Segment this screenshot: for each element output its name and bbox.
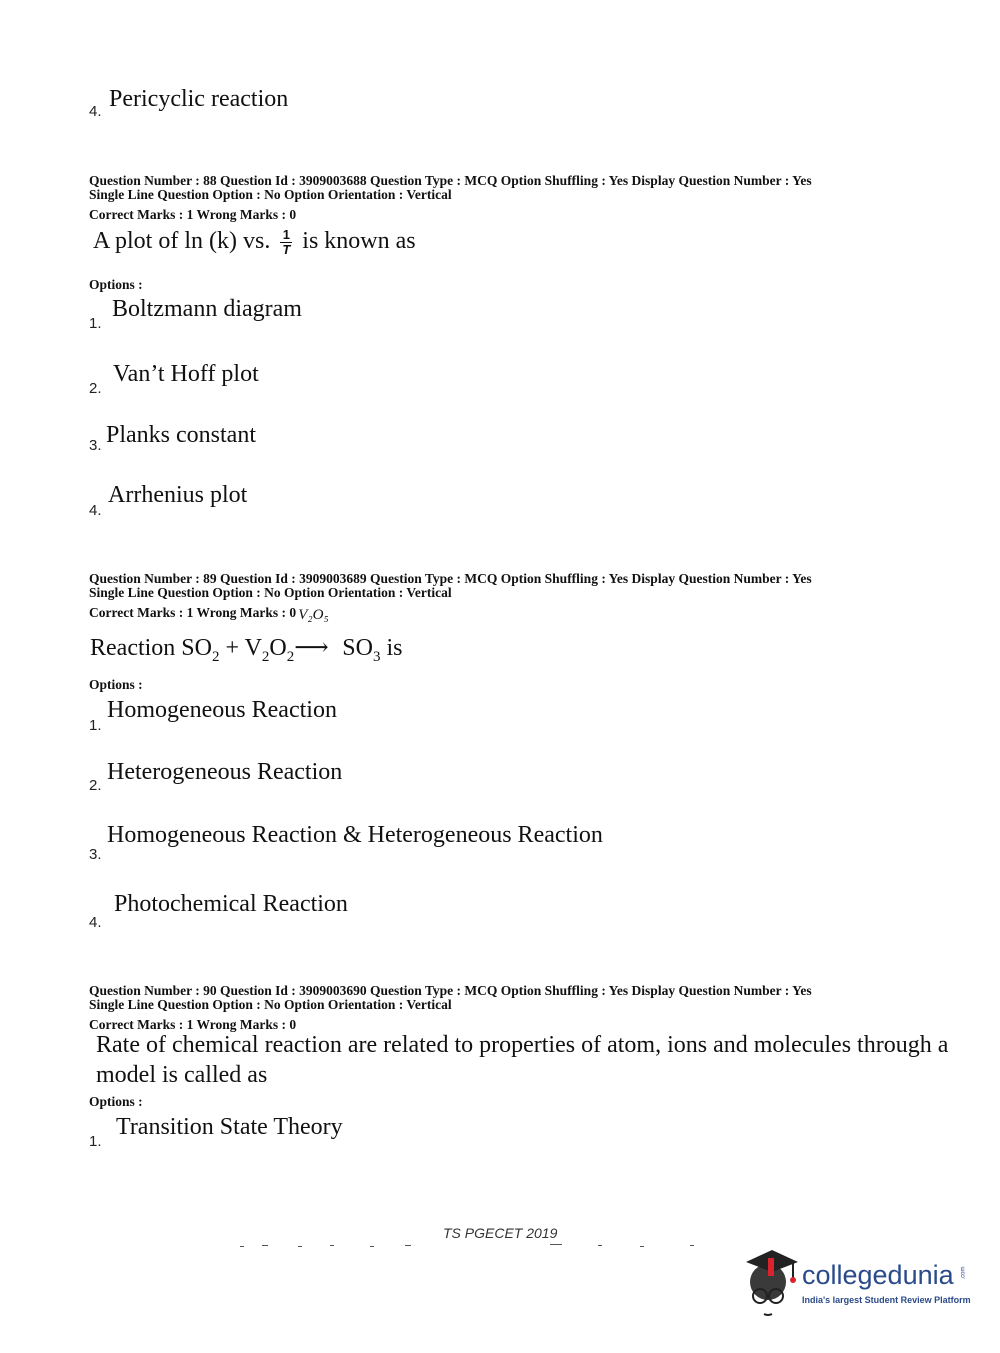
- logo-tagline: India's largest Student Review Platform: [802, 1295, 971, 1305]
- option-text: Pericyclic reaction: [109, 86, 289, 112]
- dash: [262, 1245, 268, 1246]
- question-marks: Correct Marks : 1 Wrong Marks : 0: [89, 1017, 297, 1032]
- option-text: Homogeneous Reaction: [107, 697, 337, 723]
- subscript: 2: [261, 648, 270, 665]
- option-text: Homogeneous Reaction & Heterogeneous Reaction: [107, 822, 603, 848]
- option-text: Arrhenius plot: [108, 482, 248, 508]
- dash: [298, 1246, 302, 1247]
- dash: [598, 1245, 602, 1246]
- question-meta-line1: Question Number : 89 Question Id : 3909003689 Question Type : MCQ Option Shuffling : Yes Display Question Number : Yes: [89, 571, 812, 586]
- options-label: Options :: [89, 1094, 143, 1109]
- collegedunia-logo-icon: [738, 1244, 802, 1318]
- options-label: Options :: [89, 677, 143, 692]
- dash: [370, 1246, 374, 1247]
- arrow-icon: ⟶: [294, 635, 329, 661]
- dash: [240, 1246, 244, 1247]
- question-text-line2: model is called as: [96, 1062, 268, 1088]
- fraction: [280, 228, 292, 257]
- question-meta-line2: Single Line Question Option : No Option Orientation : Vertical: [89, 997, 452, 1012]
- option-number: 3.: [89, 437, 102, 454]
- option-text: Transition State Theory: [116, 1114, 343, 1140]
- question-meta-line1: Question Number : 88 Question Id : 3909003688 Question Type : MCQ Option Shuffling : Yes Display Question Number : Yes: [89, 173, 812, 188]
- plus-text: + V: [219, 635, 262, 661]
- logo-name: collegedunia: [802, 1260, 954, 1290]
- option-text: Boltzmann diagram: [112, 296, 302, 322]
- option-number: 4.: [89, 502, 102, 519]
- question-marks: Correct Marks : 1 Wrong Marks : 0: [89, 207, 297, 222]
- question-prefix: Reaction SO: [90, 635, 212, 661]
- option-number: 1.: [89, 717, 102, 734]
- subscript: 2: [286, 648, 295, 665]
- question-prefix: A plot of ln (k) vs.: [93, 228, 271, 255]
- footer-exam-label: TS PGECET 2019: [443, 1225, 558, 1241]
- option-number: 4.: [89, 914, 102, 931]
- option-number: 2.: [89, 777, 102, 794]
- catalyst-label: V₂O₅: [298, 607, 329, 623]
- reaction-arrow: [294, 607, 336, 662]
- subscript: 2: [211, 648, 220, 665]
- question-suffix: is: [380, 635, 403, 661]
- dash: [690, 1245, 694, 1246]
- option-text: Heterogeneous Reaction: [107, 759, 343, 785]
- question-marks: Correct Marks : 1 Wrong Marks : 0: [89, 605, 297, 620]
- subscript: 3: [372, 648, 381, 665]
- options-label: Options :: [89, 277, 143, 292]
- question-text: [93, 228, 416, 257]
- product-text: SO: [336, 635, 373, 661]
- element-text: O: [269, 635, 287, 661]
- option-text: Planks constant: [106, 422, 256, 448]
- option-number: 3.: [89, 846, 102, 863]
- dash: [640, 1246, 644, 1247]
- option-number: 2.: [89, 380, 102, 397]
- fraction-denominator: T: [282, 242, 291, 257]
- option-text: Photochemical Reaction: [114, 891, 348, 917]
- option-number: 1.: [89, 1133, 102, 1150]
- dash: [330, 1245, 334, 1246]
- option-number: 4.: [89, 103, 102, 120]
- option-text: Van’t Hoff plot: [113, 361, 259, 387]
- question-meta-line1: Question Number : 90 Question Id : 3909003690 Question Type : MCQ Option Shuffling : Yes Display Question Number : Yes: [89, 983, 812, 998]
- question-meta-line2: Single Line Question Option : No Option Orientation : Vertical: [89, 585, 452, 600]
- option-number: 1.: [89, 315, 102, 332]
- logo-domain: .com: [960, 1266, 967, 1280]
- dash: [405, 1245, 411, 1246]
- dash: [550, 1244, 562, 1245]
- fraction-numerator: 1: [280, 228, 292, 243]
- question-meta-line2: Single Line Question Option : No Option Orientation : Vertical: [89, 187, 452, 202]
- question-text-line1: Rate of chemical reaction are related to properties of atom, ions and molecules through a: [96, 1032, 949, 1058]
- question-suffix: is known as: [302, 228, 416, 255]
